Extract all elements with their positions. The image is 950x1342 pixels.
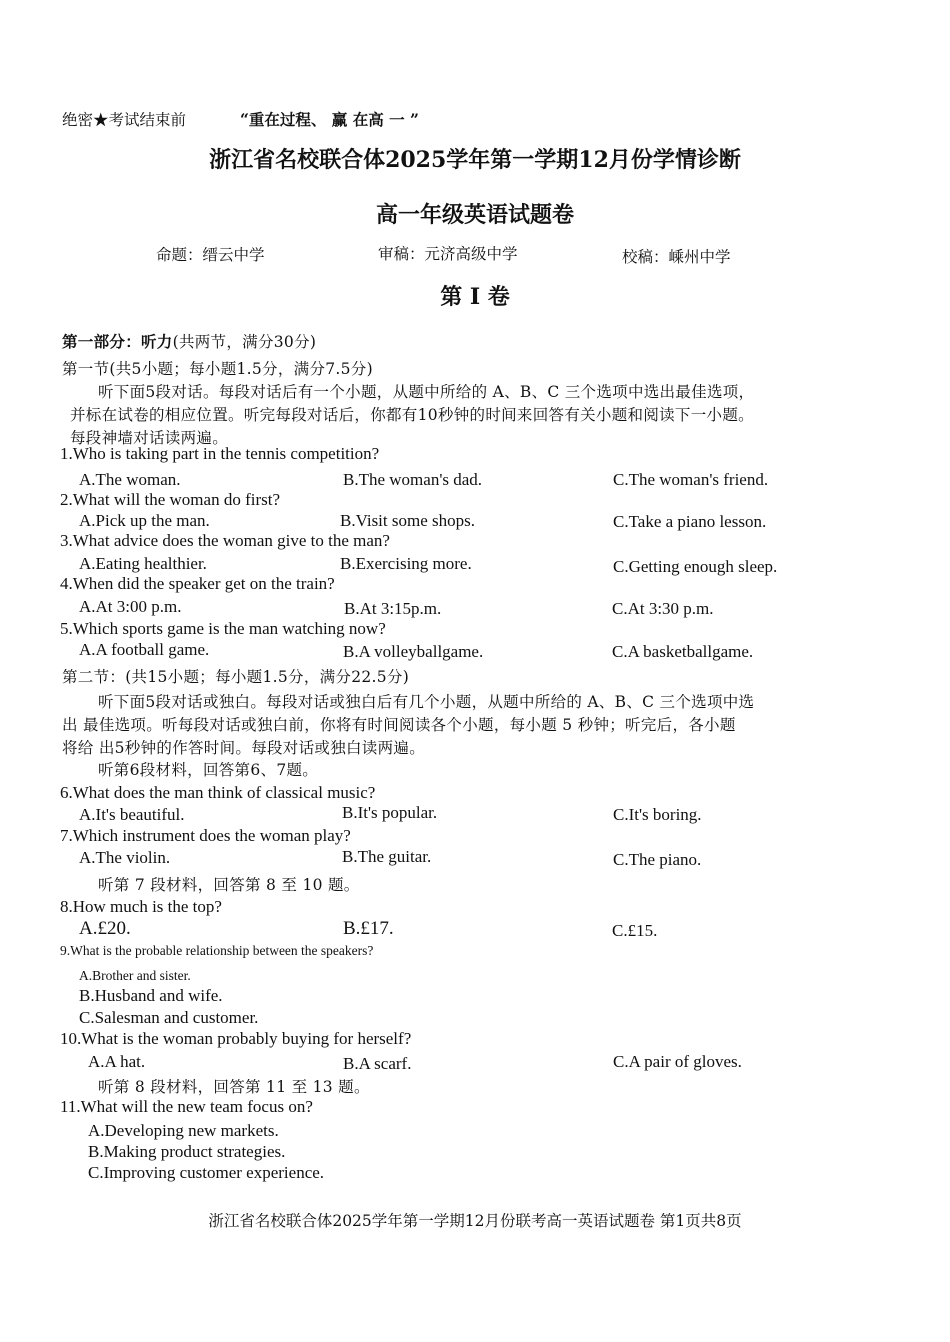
option-b: B.The woman's dad. xyxy=(343,470,483,489)
option-c: C.Getting enough sleep. xyxy=(613,557,778,576)
part1-heading-rest: (共两节，满分30分) xyxy=(172,333,317,351)
option-c: C.A pair of gloves. xyxy=(613,1052,742,1071)
option-b: B.A scarf. xyxy=(343,1054,412,1073)
reviewer-credit: 审稿：元济高级中学 xyxy=(378,245,518,263)
option-a: A.It's beautiful. xyxy=(79,805,185,824)
proofreader-credit: 校稿：嵊州中学 xyxy=(622,248,731,266)
option-c: C.Take a piano lesson. xyxy=(613,512,767,531)
confidential-label: 绝密★考试结束前 xyxy=(62,111,187,129)
question-stem: 8.How much is the top? xyxy=(60,897,222,916)
section1-instruction-line1: 听下面5段对话。每段对话后有一个小题，从题中所给的 A、B、C 三个选项中选出最佳选项， xyxy=(98,383,755,401)
option-b: B.Husband and wife. xyxy=(79,986,223,1005)
slogan: “重在过程、 赢 在高 一 ” xyxy=(240,110,419,129)
option-c: C.The piano. xyxy=(613,850,702,869)
section2-instruction-line1: 听下面5段对话或独白。每段对话或独白后有几个小题，从题中所给的 A、B、C 三个选项中选 xyxy=(98,693,755,711)
volume-heading: 第 I 卷 xyxy=(440,284,510,310)
question-stem: 9.What is the probable relationship between the speakers? xyxy=(60,943,374,958)
option-b: B.£17. xyxy=(343,918,394,939)
document-subtitle: 高一年级英语试题卷 xyxy=(375,203,574,228)
material-7-instruction: 听第 7 段材料，回答第 8 至 10 题。 xyxy=(98,876,360,894)
option-a: A.Brother and sister. xyxy=(79,968,191,983)
question-stem: 5.Which sports game is the man watching now? xyxy=(60,619,386,638)
option-b: B.At 3:15p.m. xyxy=(344,599,442,618)
option-b: B.Making product strategies. xyxy=(88,1142,286,1161)
option-a: A.The violin. xyxy=(79,848,171,867)
option-c: C.It's boring. xyxy=(613,805,702,824)
option-a: A.Developing new markets. xyxy=(88,1121,279,1140)
option-c: C.Improving customer experience. xyxy=(88,1163,325,1182)
part1-heading xyxy=(62,330,316,352)
question-stem: 10.What is the woman probably buying for herself? xyxy=(60,1029,412,1048)
material-8-instruction: 听第 8 段材料，回答第 11 至 13 题。 xyxy=(98,1078,370,1096)
material-6-instruction: 听第6段材料，回答第6、7题。 xyxy=(98,761,319,779)
question-stem: 6.What does the man think of classical music? xyxy=(60,783,376,802)
page-footer: 浙江省名校联合体2025学年第一学期12月份联考高一英语试题卷 第1页共8页 xyxy=(208,1212,742,1230)
option-a: A.At 3:00 p.m. xyxy=(79,597,182,616)
option-c: C.The woman's friend. xyxy=(613,470,769,489)
proposer-credit: 命题：缙云中学 xyxy=(156,246,265,264)
option-a: A.Pick up the man. xyxy=(79,511,210,530)
option-b: B.A volleyballgame. xyxy=(343,642,484,661)
section1-heading: 第一节(共5小题；每小题1.5分，满分7.5分) xyxy=(62,360,373,378)
option-a: A.Eating healthier. xyxy=(79,554,207,573)
option-b: B.The guitar. xyxy=(342,847,432,866)
option-c: C.£15. xyxy=(612,921,658,940)
option-c: C.At 3:30 p.m. xyxy=(612,599,714,618)
option-a: A.£20. xyxy=(79,918,131,939)
option-a: A.A football game. xyxy=(79,640,210,659)
question-stem: 1.Who is taking part in the tennis competition? xyxy=(60,444,380,463)
question-stem: 3.What advice does the woman give to the man? xyxy=(60,531,390,550)
section2-instruction-line2: 出 最佳选项。听每段对话或独白前，你将有时间阅读各个小题，每小题 5 秒钟；听完后，各小题 xyxy=(62,716,736,734)
section2-instruction-line3: 将给 出5秒钟的作答时间。每段对话或独白读两遍。 xyxy=(62,739,425,757)
option-b: B.Exercising more. xyxy=(340,554,472,573)
section1-instruction-line3: 每段神墙对话读两遍。 xyxy=(70,429,229,447)
section1-instruction-line2: 并标在试卷的相应位置。听完每段对话后，你都有10秒钟的时间来回答有关小题和阅读下一小题。 xyxy=(70,406,754,424)
option-c: C.A basketballgame. xyxy=(612,642,754,661)
question-stem: 2.What will the woman do first? xyxy=(60,490,281,509)
document-title: 浙江省名校联合体2025学年第一学期12月份学情诊断 xyxy=(209,147,741,173)
option-b: B.Visit some shops. xyxy=(340,511,475,530)
question-stem: 4.When did the speaker get on the train? xyxy=(60,574,335,593)
option-a: A.A hat. xyxy=(88,1052,146,1071)
part1-heading-bold: 第一部分：听力 xyxy=(62,333,173,351)
question-stem: 11.What will the new team focus on? xyxy=(60,1097,313,1116)
option-a: A.The woman. xyxy=(79,470,181,489)
option-c: C.Salesman and customer. xyxy=(79,1008,259,1027)
section2-heading: 第二节：(共15小题；每小题1.5分，满分22.5分) xyxy=(62,668,410,686)
option-b: B.It's popular. xyxy=(342,803,438,822)
question-stem: 7.Which instrument does the woman play? xyxy=(60,826,351,845)
